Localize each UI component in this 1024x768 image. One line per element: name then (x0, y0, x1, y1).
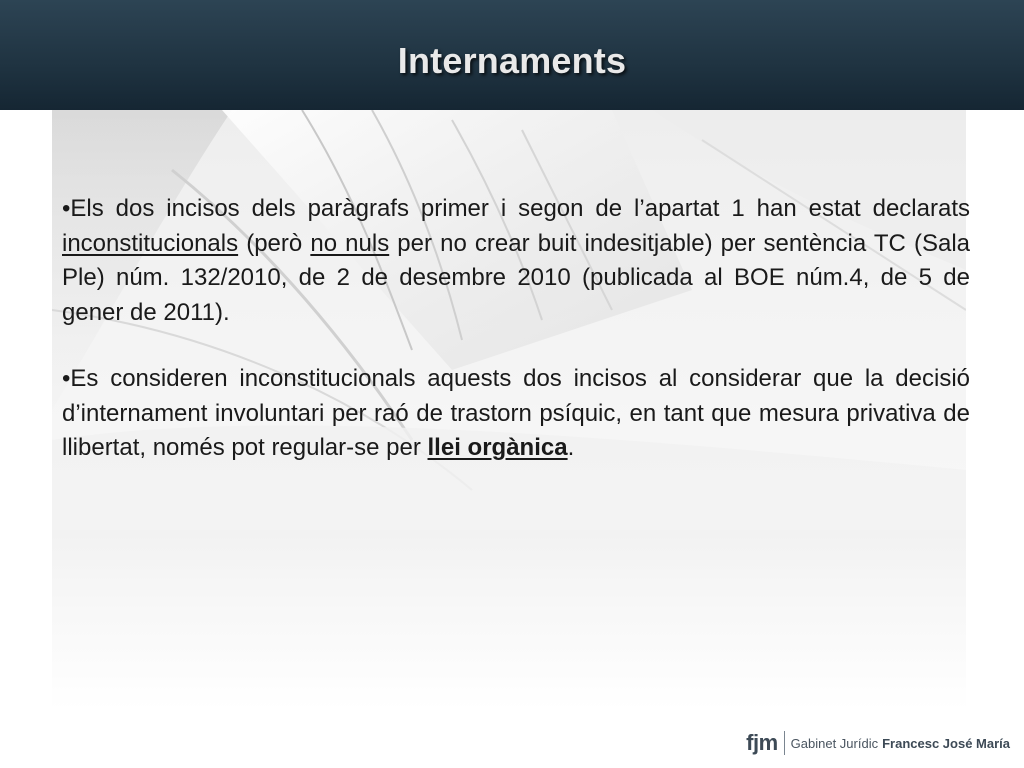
text-run: •Els dos incisos dels paràgrafs primer i segon de l’apartat 1 han estat declarats (62, 195, 970, 222)
text-run: per no crear buit indesitjable) per sentència TC (Sala Ple) núm. 132/2010, de 2 de desembre 2010 (publicada al BOE núm.4, de 5 de gener de 2011). (62, 229, 971, 326)
slide-body (62, 192, 970, 498)
underlined-text: no nuls (310, 229, 390, 257)
paragraph-2 (62, 362, 970, 466)
text-run: (però (238, 229, 311, 257)
text-run: . (567, 434, 575, 461)
underlined-text: inconstitucionals (62, 229, 239, 257)
bold-underlined-text: llei orgànica (427, 434, 568, 461)
logo-name: Francesc José María (882, 735, 1010, 751)
slide-title: Internaments (397, 40, 627, 81)
footer-logo (746, 728, 1010, 758)
logo-mark: fjm (746, 730, 778, 755)
background-fade (52, 530, 966, 710)
title-bar (0, 0, 1024, 110)
logo-text: Gabinet Jurídic (790, 735, 879, 751)
logo-divider (784, 731, 785, 755)
text-run: •Es consideren inconstitucionals aquests dos incisos al considerar que la decisió d’internament involuntari per raó de trastorn psíquic, en tant que mesura privativa de llibertat, només pot regular-se per (62, 365, 970, 461)
paragraph-1 (62, 192, 970, 330)
